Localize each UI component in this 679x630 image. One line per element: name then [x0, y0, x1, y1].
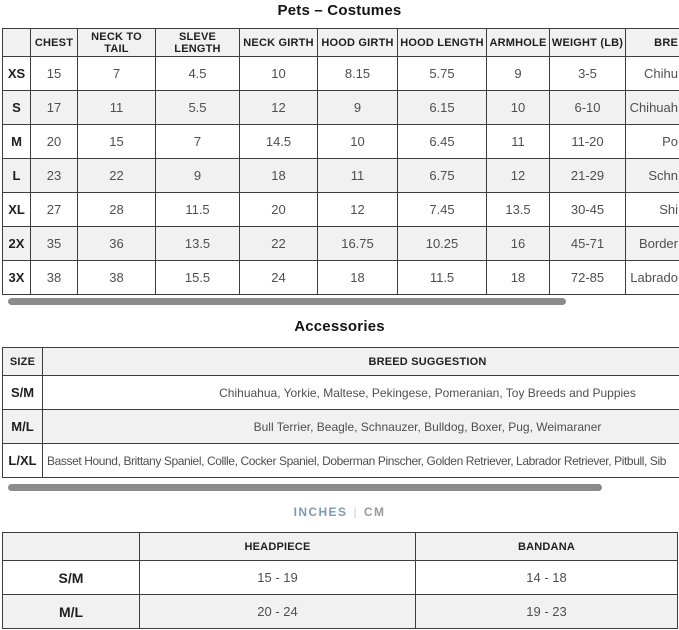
- value-cell: 27: [31, 193, 78, 227]
- size-cell: S/M: [3, 561, 140, 595]
- size-cell: S/M: [3, 376, 43, 410]
- breed-fragment: Schn: [648, 168, 678, 183]
- table-row-3x: [3, 261, 679, 295]
- table-row-xl: [3, 193, 679, 227]
- size-cell: M: [3, 125, 31, 159]
- column-header-bandana: BANDANA: [416, 533, 678, 561]
- column-header-hood-girth: HOOD GIRTH: [318, 29, 398, 57]
- value-cell: 9: [487, 57, 550, 91]
- column-header-size: SIZE: [3, 348, 43, 376]
- column-header-breed-suggestion: BREED SUGGESTION: [43, 348, 679, 376]
- column-header-headpiece: HEADPIECE: [140, 533, 416, 561]
- value-cell: 12: [487, 159, 550, 193]
- value-cell: 36: [78, 227, 156, 261]
- value-cell: 28: [78, 193, 156, 227]
- value-cell: 11.5: [156, 193, 240, 227]
- value-cell: 35: [31, 227, 78, 261]
- value-cell: 10: [487, 91, 550, 125]
- table-row-sm: [3, 376, 679, 410]
- costumes-section-title: Pets – Costumes: [277, 2, 402, 19]
- value-cell: 5.5: [156, 91, 240, 125]
- table-row-ml: [3, 410, 679, 444]
- value-cell: 5.75: [398, 57, 487, 91]
- accessories-section-title: Accessories: [294, 318, 385, 335]
- costumes-size-table: [2, 28, 679, 295]
- value-cell: 4.5: [156, 57, 240, 91]
- accessories-size-table: [2, 347, 679, 478]
- value-cell: 6-10: [550, 91, 626, 125]
- value-cell: 16.75: [318, 227, 398, 261]
- breed-fragment: Shi: [659, 202, 678, 217]
- breed-header-fragment: BRE: [654, 36, 678, 49]
- value-cell: 9: [318, 91, 398, 125]
- size-cell: 3X: [3, 261, 31, 295]
- column-header-armhole: ARMHOLE: [487, 29, 550, 57]
- value-cell: 11: [318, 159, 398, 193]
- breed-fragment: Chihu: [644, 66, 678, 81]
- breed-cell: [626, 91, 679, 125]
- value-cell: 10: [240, 57, 318, 91]
- table-row-2x: [3, 227, 679, 261]
- table-row-xs: [3, 57, 679, 91]
- column-header-neck-to-tail: NECK TO TAIL: [78, 29, 156, 57]
- breed-fragment: Chihuah: [629, 100, 678, 115]
- value-cell: 18: [240, 159, 318, 193]
- value-cell: 11: [487, 125, 550, 159]
- size-cell: 2X: [3, 227, 31, 261]
- value-cell: 6.75: [398, 159, 487, 193]
- value-cell: 7: [78, 57, 156, 91]
- units-inches-tab[interactable]: INCHES: [293, 505, 348, 519]
- value-cell: 72-85: [550, 261, 626, 295]
- column-header-neck-girth: NECK GIRTH: [240, 29, 318, 57]
- horizontal-scrollbar-thumb[interactable]: [8, 298, 566, 305]
- value-cell: 11-20: [550, 125, 626, 159]
- costumes-header-row: [3, 29, 679, 57]
- value-cell: 20: [31, 125, 78, 159]
- units-cm-tab[interactable]: CM: [363, 505, 386, 519]
- table-row-s: [3, 91, 679, 125]
- column-header-breed: [626, 29, 679, 57]
- size-cell: S: [3, 91, 31, 125]
- value-cell: 18: [487, 261, 550, 295]
- value-cell: 15: [78, 125, 156, 159]
- size-cell: M/L: [3, 595, 140, 629]
- accessories-table-scroll-container[interactable]: [0, 347, 679, 478]
- breed-cell: [626, 159, 679, 193]
- breed-cell: [626, 227, 679, 261]
- breed-fragment: Border: [638, 236, 678, 251]
- breed-fragment: Labrado: [630, 270, 678, 285]
- breed-cell: [626, 125, 679, 159]
- value-cell: 30-45: [550, 193, 626, 227]
- table-row-m: [3, 125, 679, 159]
- breed-suggestion-cell: Basset Hound, Brittany Spaniel, Collle, Cocker Spaniel, Doberman Pinscher, Golden Retriever, Labrador Retriever, Pitbull, Sib: [43, 444, 679, 478]
- value-cell: 24: [240, 261, 318, 295]
- corner-cell: [3, 533, 140, 561]
- column-header-sleve-length: SLEVE LENGTH: [156, 29, 240, 57]
- size-cell: XL: [3, 193, 31, 227]
- value-cell: 45-71: [550, 227, 626, 261]
- size-cell: XS: [3, 57, 31, 91]
- value-cell: 17: [31, 91, 78, 125]
- table-row-ml: [3, 595, 678, 629]
- headpiece-value-cell: 20 - 24: [140, 595, 416, 629]
- value-cell: 7: [156, 125, 240, 159]
- value-cell: 7.45: [398, 193, 487, 227]
- value-cell: 38: [78, 261, 156, 295]
- headwear-header-row: [3, 533, 678, 561]
- value-cell: 12: [318, 193, 398, 227]
- size-cell: L: [3, 159, 31, 193]
- headpiece-value-cell: 15 - 19: [140, 561, 416, 595]
- corner-cell: [3, 29, 31, 57]
- bandana-value-cell: 14 - 18: [416, 561, 678, 595]
- value-cell: 10: [318, 125, 398, 159]
- breed-cell: [626, 57, 679, 91]
- units-divider: |: [353, 505, 358, 519]
- value-cell: 11: [78, 91, 156, 125]
- value-cell: 14.5: [240, 125, 318, 159]
- value-cell: 6.45: [398, 125, 487, 159]
- value-cell: 22: [78, 159, 156, 193]
- size-cell: M/L: [3, 410, 43, 444]
- headwear-size-table: [2, 532, 678, 629]
- value-cell: 23: [31, 159, 78, 193]
- value-cell: 3-5: [550, 57, 626, 91]
- value-cell: 11.5: [398, 261, 487, 295]
- breed-suggestion-cell: Bull Terrier, Beagle, Schnauzer, Bulldog, Boxer, Pug, Weimaraner: [43, 410, 679, 444]
- value-cell: 9: [156, 159, 240, 193]
- breed-cell: [626, 193, 679, 227]
- column-header-chest: CHEST: [31, 29, 78, 57]
- value-cell: 15.5: [156, 261, 240, 295]
- value-cell: 8.15: [318, 57, 398, 91]
- column-header-hood-length: HOOD LENGTH: [398, 29, 487, 57]
- value-cell: 6.15: [398, 91, 487, 125]
- value-cell: 10.25: [398, 227, 487, 261]
- bandana-value-cell: 19 - 23: [416, 595, 678, 629]
- table-row-sm: [3, 561, 678, 595]
- value-cell: 38: [31, 261, 78, 295]
- column-header-weight: WEIGHT (LB): [550, 29, 626, 57]
- breed-cell: [626, 261, 679, 295]
- costumes-table-scroll-container[interactable]: [0, 28, 679, 295]
- value-cell: 16: [487, 227, 550, 261]
- accessories-header-row: [3, 348, 679, 376]
- value-cell: 20: [240, 193, 318, 227]
- value-cell: 18: [318, 261, 398, 295]
- value-cell: 12: [240, 91, 318, 125]
- value-cell: 22: [240, 227, 318, 261]
- units-toggle: [0, 505, 679, 519]
- value-cell: 21-29: [550, 159, 626, 193]
- size-cell: L/XL: [3, 444, 43, 478]
- table-row-l: [3, 159, 679, 193]
- value-cell: 15: [31, 57, 78, 91]
- breed-suggestion-cell: Chihuahua, Yorkie, Maltese, Pekingese, Pomeranian, Toy Breeds and Puppies: [43, 376, 679, 410]
- value-cell: 13.5: [156, 227, 240, 261]
- value-cell: 13.5: [487, 193, 550, 227]
- horizontal-scrollbar-thumb[interactable]: [8, 484, 602, 491]
- headwear-table-container: [0, 532, 679, 629]
- table-row-lxl: [3, 444, 679, 478]
- breed-fragment: Po: [662, 134, 678, 149]
